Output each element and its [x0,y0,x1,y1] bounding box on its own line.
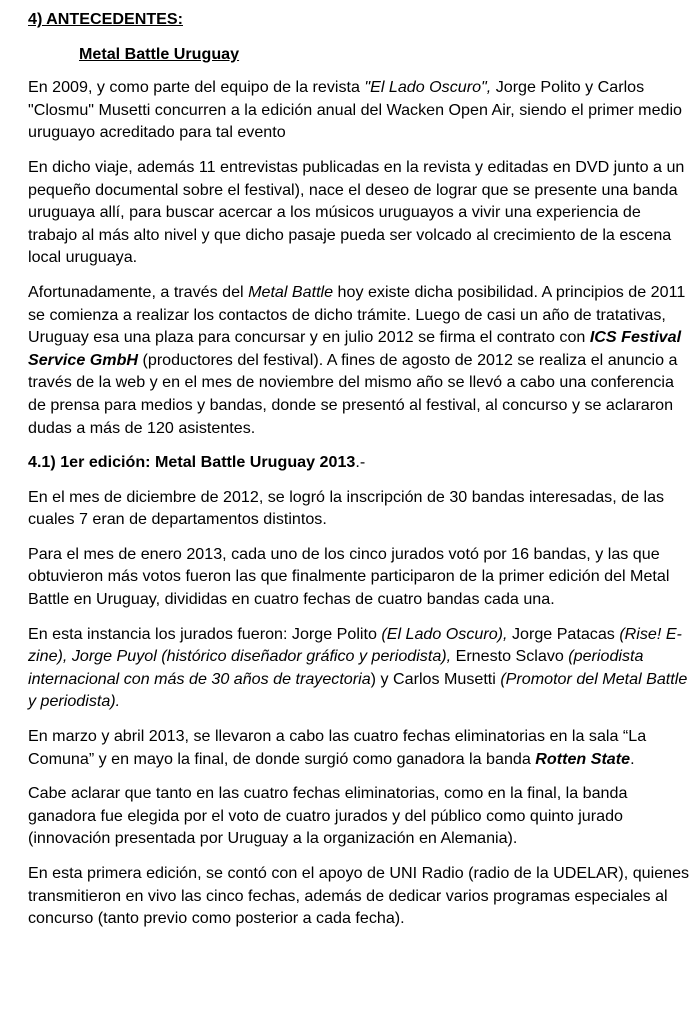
p6-text-h: (Promotor del Metal Battle y periodista). [28,669,688,711]
p3-text-e: (productores del festival). A fines de agosto de 2012 se realiza el anuncio a través de la web y en el mes de noviembre del mismo año se llevó a cabo una conferencia de prensa para medios y bandas, donde se presentó al festival, al concurso y se aclararon dudas a más de 120 asistentes. [28,350,678,437]
p6-text-a: En esta instancia los jurados fueron: Jorge Polito [28,624,382,643]
p1-magazine-name: "El Lado Oscuro", [364,78,492,97]
paragraph-7 [28,725,690,770]
paragraph-8: Cabe aclarar que tanto en las cuatro fechas eliminatorias, como en la final, la banda ganadora fue elegida por el voto de cuatro jurados y del público como quinto jurado (innovación presentada por Uruguay a la organización en Alemania). [28,784,628,848]
paragraph-4: En el mes de diciembre de 2012, se logró la inscripción de 30 bandas interesadas, de las cuales 7 eran de departamentos distintos. [28,487,665,529]
paragraph-2: En dicho viaje, además 11 entrevistas publicadas en la revista y editadas en DVD junto a un pequeño documental sobre el festival), nace el deseo de lograr que se presente una banda uruguaya allí, para buscar acercar a los músicos uruguayos a vivir una experiencia de trabajo al más alto nivel y que dicho pasaje pueda ser volcado al crecimiento de la escena local uruguaya. [28,157,685,267]
p6-text-g: ) y Carlos Musetti [370,669,501,688]
p3-text-c: hoy existe dicha posibilidad. A principios de 2011 se comienza a realizar los contactos de dicho trámite. Luego de casi un año de tratativas, Uruguay esa una plaza para concursar y en julio 2012 se firma el contrato con [28,282,686,347]
section-4-1-suffix: .- [355,453,366,472]
document-page [28,8,690,942]
p6-text-f: (periodista internacional con más de 30 años de trayectoria [28,647,644,688]
p7-band-name: Rotten State [535,749,631,768]
paragraph-3 [28,281,690,439]
p6-text-c: Jorge Patacas [507,624,620,643]
p6-text-d: (Rise! E-zine), Jorge Puyol (histórico diseñador gráfico y periodista), [28,624,682,666]
section-4-1-title: 4.1) 1er edición: Metal Battle Uruguay 2013 [28,453,356,472]
subsection-heading: Metal Battle Uruguay [79,44,240,63]
p6-text-b: (El Lado Oscuro), [381,624,508,643]
p1-text-c: Jorge Polito y Carlos "Closmu" Musetti concurren a la edición anual del Wacken Open Air, siendo el primer medio uruguayo acreditado para tal evento [28,78,683,142]
section-heading: 4) ANTECEDENTES: [28,10,183,28]
p7-text-c: . [630,749,635,768]
p3-company-name: ICS Festival Service GmbH [28,328,682,369]
p7-text-a: En marzo y abril 2013, se llevaron a cabo las cuatro fechas eliminatorias en la sala “La Comuna” y en mayo la final, de donde surgió como ganadora la banda [28,727,647,768]
paragraph-9: En esta primera edición, se contó con el apoyo de UNI Radio (radio de la UDELAR), quienes transmitieron en vivo las cinco fechas, además de dedicar varios programas especiales al concurso (tanto previo como posterior a cada fecha). [28,864,690,928]
p3-metal-battle: Metal Battle [248,282,334,301]
paragraph-1 [28,76,690,144]
p3-text-a: Afortunadamente, a través del [28,282,249,301]
paragraph-6 [28,623,690,713]
p6-text-e: Ernesto Sclavo [451,647,569,666]
paragraph-5: Para el mes de enero 2013, cada uno de los cinco jurados votó por 16 bandas, y las que obtuvieron más votos fueron las que finalmente participaron de la primer edición del Metal Battle en Uruguay, divididas en cuatro fechas de cuatro bandas cada una. [28,544,670,609]
section-4-1-heading [28,451,690,474]
p1-text-a: En 2009, y como parte del equipo de la revista [28,78,365,97]
